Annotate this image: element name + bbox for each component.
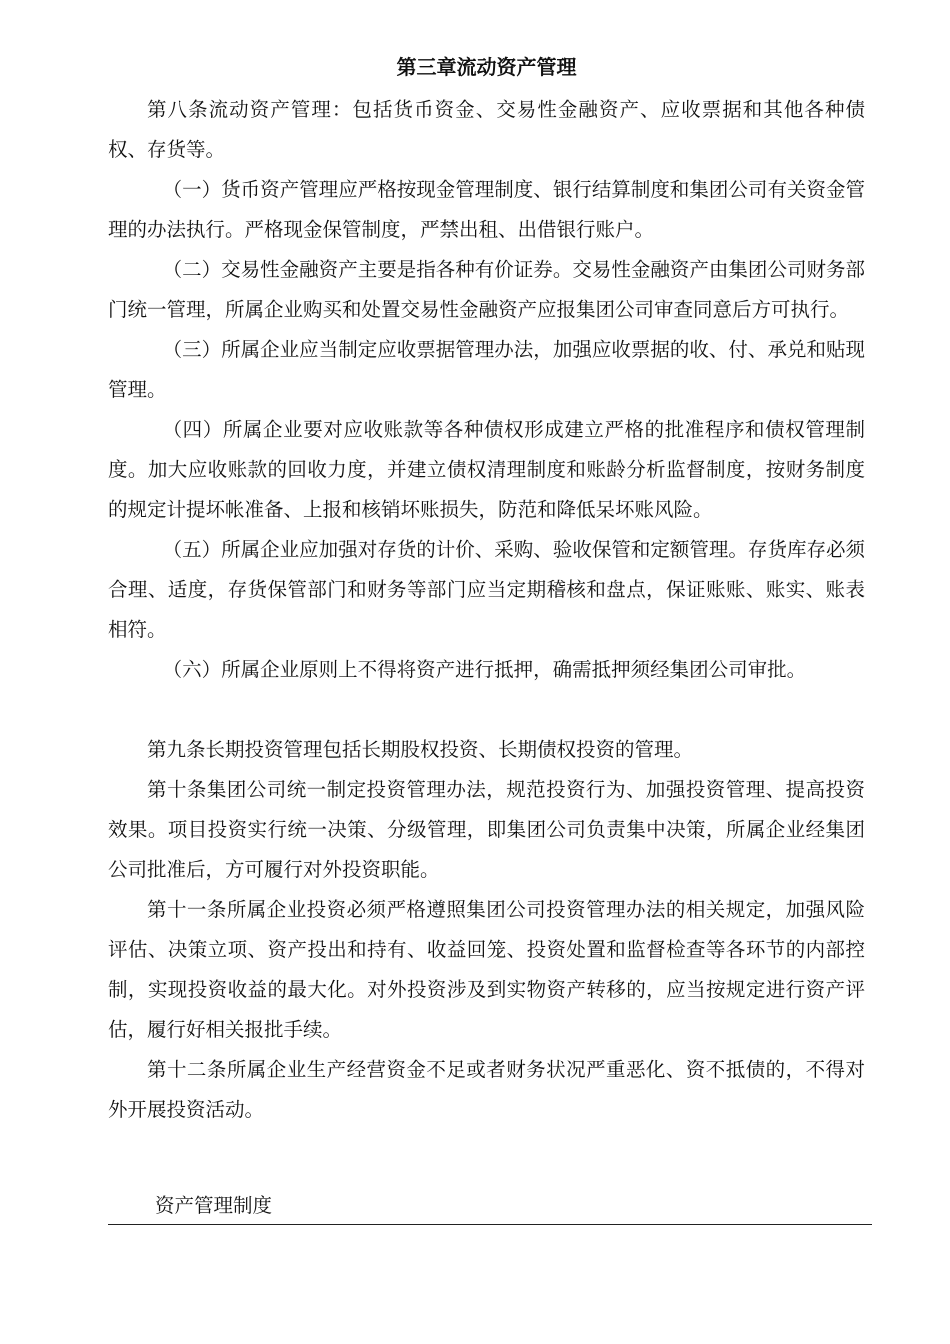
- item-1: （一）货币资产管理应严格按现金管理制度、银行结算制度和集团公司有关资金管理的办法执行。严格现金保管制度，严禁出租、出借银行账户。: [108, 178, 865, 241]
- article-8: 第八条流动资产管理：包括货币资金、交易性金融资产、应收票据和其他各种债权、存货等。: [108, 98, 865, 161]
- item-3: （三）所属企业应当制定应收票据管理办法，加强应收票据的收、付、承兑和贴现管理。: [108, 338, 865, 401]
- paragraph-gap: [108, 690, 865, 730]
- article-11: 第十一条所属企业投资必须严格遵照集团公司投资管理办法的相关规定，加强风险评估、决策立项、资产投出和持有、收益回笼、投资处置和监督检查等各环节的内部控制，实现投资收益的最大化。对外投资涉及到实物资产转移的，应当按规定进行资产评估，履行好相关报批手续。: [108, 898, 865, 1041]
- item-5: （五）所属企业应加强对存货的计价、采购、验收保管和定额管理。存货库存必须合理、适度，存货保管部门和财务等部门应当定期稽核和盘点，保证账账、账实、账表相符。: [108, 538, 865, 641]
- document-body: [108, 50, 865, 1130]
- item-6: （六）所属企业原则上不得将资产进行抵押，确需抵押须经集团公司审批。: [162, 658, 807, 681]
- item-2: （二）交易性金融资产主要是指各种有价证券。交易性金融资产由集团公司财务部门统一管理，所属企业购买和处置交易性金融资产应报集团公司审查同意后方可执行。: [108, 258, 865, 321]
- article-12: 第十二条所属企业生产经营资金不足或者财务状况严重恶化、资不抵债的，不得对外开展投资活动。: [108, 1058, 865, 1121]
- footer-label: 资产管理制度: [155, 1194, 273, 1217]
- item-4: （四）所属企业要对应收账款等各种债权形成建立严格的批准程序和债权管理制度。加大应收账款的回收力度，并建立债权清理制度和账龄分析监督制度，按财务制度的规定计提坏帐准备、上报和核销坏账损失，防范和降低呆坏账风险。: [108, 418, 865, 521]
- article-10: 第十条集团公司统一制定投资管理办法，规范投资行为、加强投资管理、提高投资效果。项目投资实行统一决策、分级管理，即集团公司负责集中决策，所属企业经集团公司批准后，方可履行对外投资职能。: [108, 778, 865, 881]
- chapter-title: 第三章流动资产管理: [396, 55, 577, 79]
- page-footer: [108, 1192, 872, 1225]
- article-9: 第九条长期投资管理包括长期股权投资、长期债权投资的管理。: [147, 738, 694, 761]
